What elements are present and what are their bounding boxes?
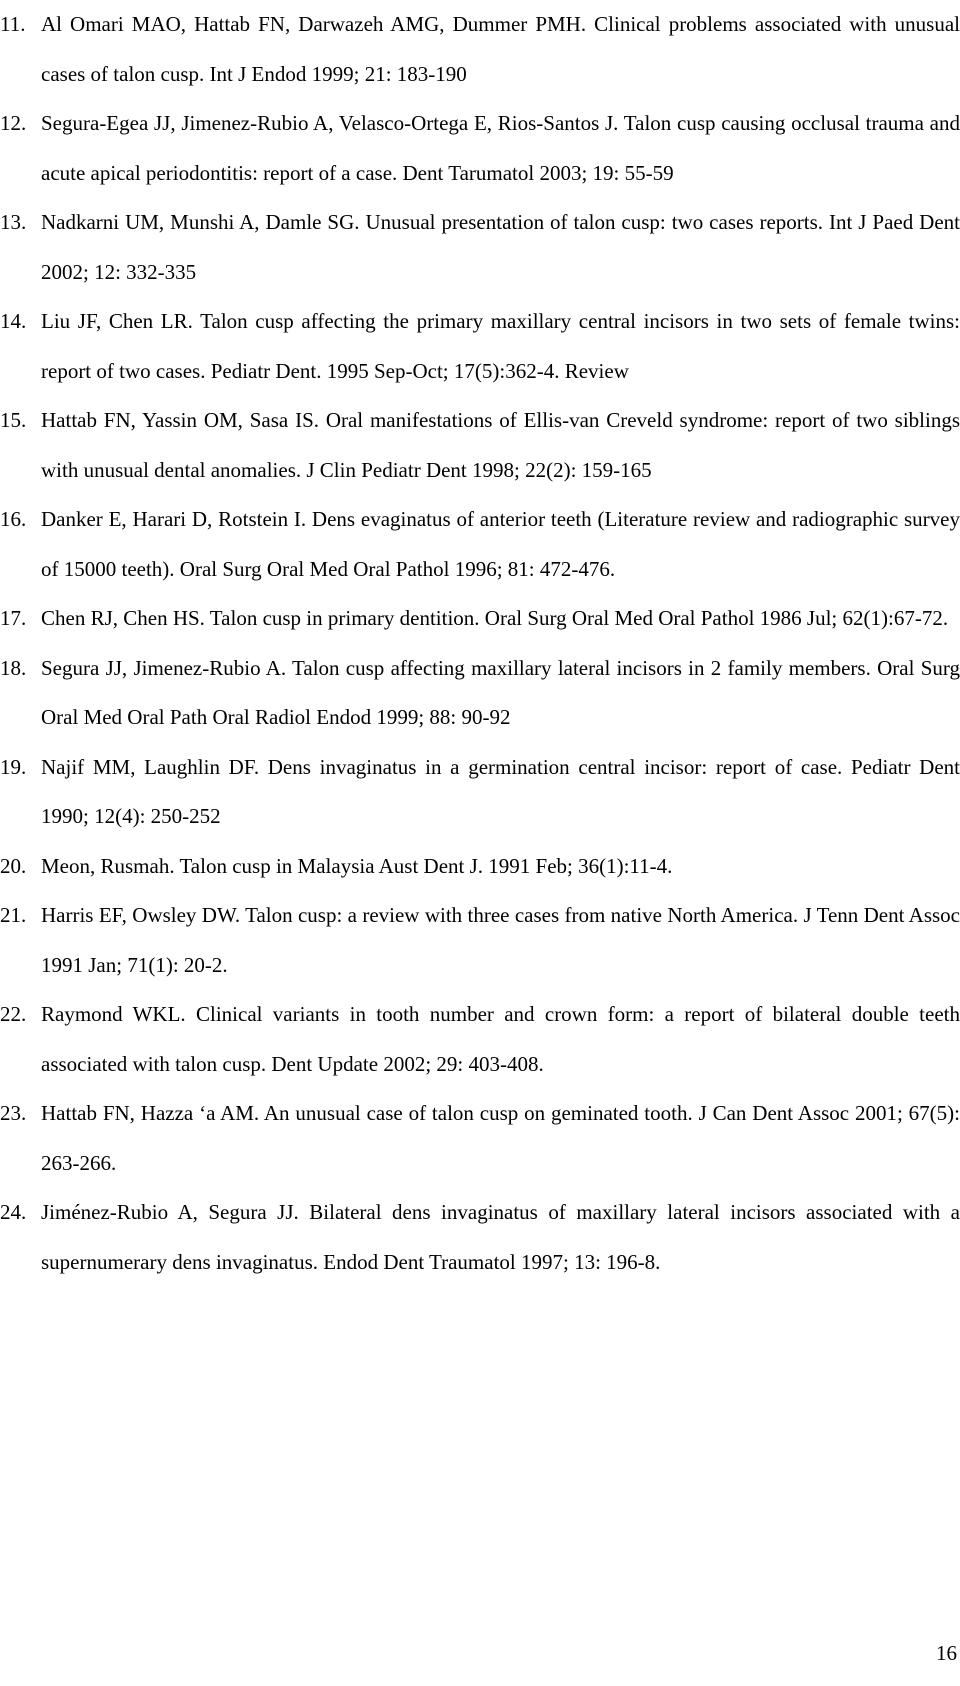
reference-text: Raymond WKL. Clinical variants in tooth number and crown form: a report of bilateral double teeth associated with talon cusp. Dent Update 2002; 29: 403-408. <box>41 1002 960 1076</box>
reference-item <box>0 990 960 1089</box>
reference-text: Najif MM, Laughlin DF. Dens invaginatus in a germination central incisor: report of case. Pediatr Dent 1990; 12(4): 250-252 <box>41 754 960 828</box>
reference-number: 19. <box>0 754 27 779</box>
reference-item <box>0 644 960 743</box>
reference-number: 11. <box>0 12 26 36</box>
reference-text: Nadkarni UM, Munshi A, Damle SG. Unusual presentation of talon cusp: two cases reports. Int J Paed Dent 2002; 12: 332-335 <box>41 210 960 284</box>
reference-text: Al Omari MAO, Hattab FN, Darwazeh AMG, Dummer PMH. Clinical problems associated with unusual cases of talon cusp. Int J Endod 1999; 21: 183-190 <box>41 12 960 86</box>
reference-text: Segura-Egea JJ, Jimenez-Rubio A, Velasco-Ortega E, Rios-Santos J. Talon cusp causing occlusal trauma and acute apical periodontitis: report of a case. Dent Tarumatol 2003; 19: 55-59 <box>41 111 960 185</box>
reference-item <box>0 842 960 892</box>
reference-item <box>0 99 960 198</box>
reference-text: Hattab FN, Yassin OM, Sasa IS. Oral manifestations of Ellis-van Creveld syndrome: report of two siblings with unusual dental anomalies. J Clin Pediatr Dent 1998; 22(2): 159-165 <box>41 408 960 482</box>
reference-number: 13. <box>0 210 27 234</box>
reference-item <box>0 198 960 297</box>
reference-number: 18. <box>0 655 27 680</box>
reference-number: 14. <box>0 309 27 333</box>
reference-number: 24. <box>0 1200 27 1224</box>
reference-text: Liu JF, Chen LR. Talon cusp affecting the primary maxillary central incisors in two sets of female twins: report of two cases. Pediatr Dent. 1995 Sep-Oct; 17(5):362-4. Review <box>41 309 960 383</box>
reference-text: Jiménez-Rubio A, Segura JJ. Bilateral dens invaginatus of maxillary lateral incisors associated with a supernumerary dens invaginatus. Endod Dent Traumatol 1997; 13: 196-8. <box>41 1200 960 1274</box>
reference-text: Meon, Rusmah. Talon cusp in Malaysia Aust Dent J. 1991 Feb; 36(1):11-4. <box>41 853 673 878</box>
reference-number: 15. <box>0 408 27 432</box>
reference-item <box>0 1089 960 1188</box>
reference-number: 17. <box>0 606 27 630</box>
reference-text: Danker E, Harari D, Rotstein I. Dens evaginatus of anterior teeth (Literature review and radiographic survey of 15000 teeth). Oral Surg Oral Med Oral Pathol 1996; 81: 472-476. <box>41 507 960 581</box>
reference-number: 22. <box>0 1002 27 1026</box>
reference-item <box>0 743 960 842</box>
reference-item <box>0 495 960 594</box>
reference-text: Segura JJ, Jimenez-Rubio A. Talon cusp affecting maxillary lateral incisors in 2 family members. Oral Surg Oral Med Oral Path Oral Radiol Endod 1999; 88: 90-92 <box>41 655 960 729</box>
reference-item <box>0 891 960 990</box>
reference-number: 23. <box>0 1101 27 1125</box>
reference-item <box>0 396 960 495</box>
reference-item <box>0 594 960 644</box>
reference-text: Hattab FN, Hazza ‘a AM. An unusual case of talon cusp on geminated tooth. J Can Dent Assoc 2001; 67(5): 263-266. <box>41 1101 960 1175</box>
page-number: 16 <box>936 1641 957 1665</box>
reference-item <box>0 0 960 99</box>
reference-item <box>0 1188 960 1287</box>
reference-number: 12. <box>0 111 27 135</box>
reference-text: Chen RJ, Chen HS. Talon cusp in primary dentition. Oral Surg Oral Med Oral Pathol 1986 Jul; 62(1):67-72. <box>41 606 949 630</box>
reference-text: Harris EF, Owsley DW. Talon cusp: a review with three cases from native North America. J Tenn Dent Assoc 1991 Jan; 71(1): 20-2. <box>41 903 960 977</box>
reference-number: 20. <box>0 853 27 878</box>
reference-number: 21. <box>0 903 27 927</box>
reference-item <box>0 297 960 396</box>
reference-number: 16. <box>0 507 27 531</box>
